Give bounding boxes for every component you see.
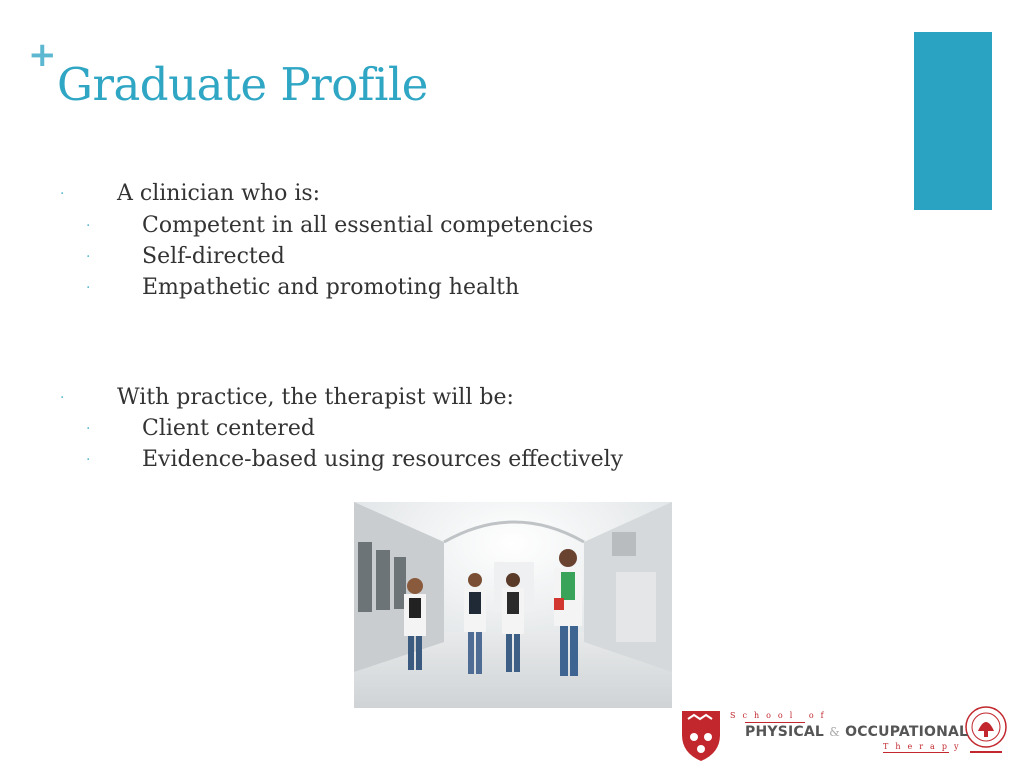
section1-heading: A clinician who is: [117,181,321,206]
logo-rule [883,752,949,753]
list-item: Self-directed [142,244,285,269]
slide-title: Graduate Profile [57,58,428,111]
students-photo [354,502,672,708]
bullet-icon: · [60,186,65,202]
logo-therapy: Therapy [883,742,966,751]
crest-icon [964,705,1008,757]
list-item: Empathetic and promoting health [142,275,520,300]
accent-bar [914,32,992,210]
logo-ampersand: & [829,725,841,739]
logo-rule [745,722,805,723]
bullet-icon: · [86,280,91,296]
logo-physical: PHYSICAL [745,724,825,740]
list-item: Competent in all essential competencies [142,213,594,238]
bullet-icon: · [86,249,91,265]
bullet-icon: · [86,421,91,437]
plus-icon: + [28,35,57,75]
hallway-illustration [354,502,672,708]
bullet-icon: · [86,452,91,468]
section2-heading: With practice, the therapist will be: [117,385,514,410]
list-item: Client centered [142,416,315,441]
logo-department [745,724,968,740]
logo-school-of: School of [730,711,831,720]
bullet-icon: · [86,218,91,234]
list-item: Evidence-based using resources effectively [142,447,624,472]
logo-occupational: OCCUPATIONAL [845,724,969,740]
bullet-icon: · [60,390,65,406]
